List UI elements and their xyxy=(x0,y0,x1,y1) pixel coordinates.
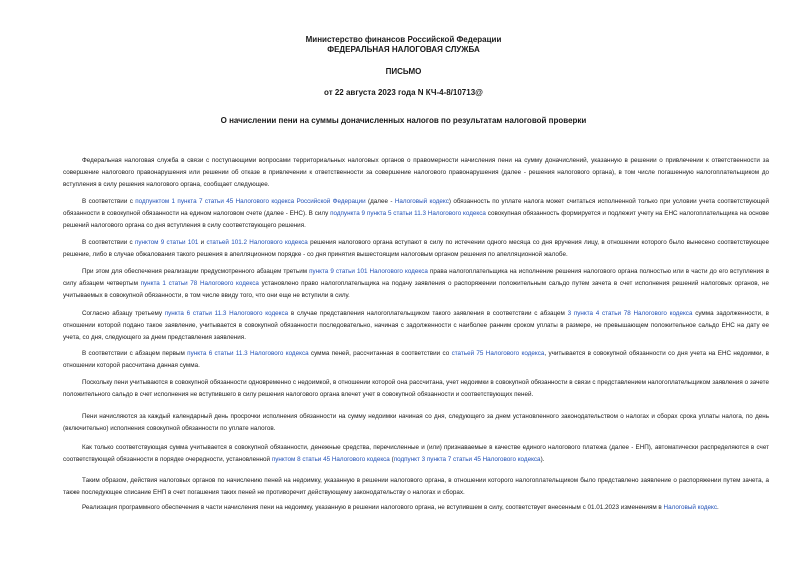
law-reference-link[interactable]: подпункта 9 пункта 5 статьи 11.3 Налогового кодекса xyxy=(330,209,486,217)
law-reference-link[interactable]: Налоговый кодекс xyxy=(663,504,717,511)
law-reference-link[interactable]: статьей 101.2 Налогового кодекса xyxy=(206,239,308,246)
paragraph-text: Согласно абзацу третьему xyxy=(82,310,165,317)
paragraph-text: ) обязанность по уплате налога может считаться исполненной только при условии учета соответствующей обязанности в совокупной обязанности на едином налоговом счете (далее - ЕНС). В силу xyxy=(63,198,770,217)
paragraph-2 xyxy=(63,196,769,231)
paragraph-text: В соответствии с xyxy=(82,198,136,205)
law-reference-link[interactable]: пункта 6 статьи 11.3 Налогового кодекса xyxy=(187,350,309,357)
law-reference-link[interactable]: статьей 75 Налогового кодекса xyxy=(451,350,545,357)
paragraph-text: (далее - xyxy=(365,198,395,205)
paragraph-text: В соответствии с xyxy=(82,239,135,246)
law-reference-link[interactable]: 3 пункта 4 статьи 78 Налогового кодекса xyxy=(567,310,693,317)
law-reference-link[interactable]: пунктом 9 статьи 101 xyxy=(134,239,199,246)
paragraph-text: сумма пеней, рассчитанная в соответствии со xyxy=(308,350,452,357)
paragraph-6 xyxy=(63,348,769,372)
paragraph-8 xyxy=(63,411,769,435)
paragraph-text: ). xyxy=(540,455,545,463)
law-reference-link[interactable]: пунктом 8 статьи 45 Налогового кодекса xyxy=(271,455,390,463)
ministry-name: Министерство финансов Российской Федерации xyxy=(305,35,502,44)
paragraph-10 xyxy=(63,475,769,499)
law-reference-link[interactable]: пункта 6 статьи 11.3 Налогового кодекса xyxy=(164,310,289,317)
paragraph-text: В соответствии с абзацем первым xyxy=(82,350,188,357)
paragraph-11 xyxy=(63,502,769,514)
law-reference-link[interactable]: Налоговый кодекс xyxy=(394,198,449,205)
paragraph-text: Как только соответствующая сумма учитывается в совокупной обязанности, денежные средства, перечисленные и (или) признаваемые в качестве единого налогового платежа (далее - ЕНП), автоматически распределяются в счет соответствующей обязанности в порядке очередности, установленной xyxy=(63,444,769,463)
paragraph-text: Реализация программного обеспечения в части начисления пени на недоимку, указанную в решении налогового органа, не вступившем в силу, соответствует внесенным с 01.01.2023 изменениям в xyxy=(82,504,664,511)
law-reference-link[interactable]: подпункт 3 пункта 7 статьи 45 Налогового кодекса xyxy=(393,455,541,463)
document-date-number: от 22 августа 2023 года N КЧ-4-8/10713@ xyxy=(324,88,483,97)
paragraph-text: и xyxy=(198,239,207,246)
paragraph-text: ( xyxy=(389,455,394,463)
paragraph-3 xyxy=(63,237,769,261)
paragraph-7 xyxy=(63,377,769,401)
law-reference-link[interactable]: пункта 9 статьи 101 Налогового кодекса xyxy=(309,268,428,275)
document-subject: О начислении пени на суммы доначисленных налогов по результатам налоговой проверки xyxy=(220,116,587,125)
paragraph-text: . xyxy=(716,504,719,511)
paragraph-text: сумма задолженности, в отношении которой подано такое заявление, учитывается в совокупной обязанности последовательно, начиная с задолженности с наиболее ранним сроком уплаты в размере, не превышающем положительное сальдо ЕНС на дату ее учета, со дня, следующего за днем представления заявления. xyxy=(63,310,769,341)
paragraph-text: Пени начисляются за каждый календарный день просрочки исполнения обязанности на сумму недоимки начиная со дня, следующего за днем установленного законодательством о налогах и сборах срока уплаты налога, по день (включительно) исполнения совокупной обязанности по уплате налогов. xyxy=(63,413,769,432)
paragraph-9 xyxy=(63,442,769,466)
paragraph-text: в случае представления налогоплательщиком такого заявления в соответствии с абзацем xyxy=(288,310,568,317)
paragraph-text: Таким образом, действия налоговых органов по начислению пеней на недоимку, указанную в решении налогового органа, в отношении которого налогоплательщиком было представлено заявление о распоряжении путем зачета, а также последующее списание ЕНП в счет погашения таких пеней не противоречит действующему законодательству о налогах и сборах. xyxy=(63,477,769,496)
paragraph-text: права налогоплательщика на исполнение решения налогового органа полностью или в части до его вступления в силу абзацем четвертым xyxy=(63,268,769,287)
paragraph-text: При этом для обеспечения реализации предусмотренного абзацем третьим xyxy=(82,268,310,275)
paragraph-text: Федеральная налоговая служба в связи с поступающими вопросами территориальных налоговых органов о правомерности начисления пени на сумму доначислений, указанную в решении о привлечении к ответственности за совершение налогового правонарушения или решении об отказе в привлечении к ответственности за совершение налогового правонарушения (далее - решения налогового органа), в том числе погашенную налогоплательщиком до вступления в силу решения налогового органа, сообщает следующее. xyxy=(63,157,769,188)
paragraph-4 xyxy=(63,266,769,301)
service-name: ФЕДЕРАЛЬНАЯ НАЛОГОВАЯ СЛУЖБА xyxy=(327,45,480,54)
paragraph-text: Поскольку пени учитываются в совокупной обязанности одновременно с недоимкой, в отношении которой она рассчитана, учет недоимки в совокупной обязанности в связи с представлением налогоплательщиком заявления о зачете положительного сальдо в счет исполнения не вступившего в силу решения налогового органа влечет учет в совокупной обязанности и соответствующих пеней. xyxy=(63,379,769,398)
paragraph-5 xyxy=(63,308,769,343)
law-reference-link[interactable]: пункта 1 статьи 78 Налогового кодекса xyxy=(140,279,259,287)
paragraph-text: совокупная обязанность формируется и подлежит учету на ЕНС налогоплательщика на основе решений налогового органа со дня вступления в силу соответствующего решения. xyxy=(63,209,769,229)
paragraph-text: , учитывается в совокупной обязанности со дня учета на ЕНС недоимки, в отношении которой рассчитана данная сумма. xyxy=(63,350,769,369)
law-reference-link[interactable]: подпунктом 1 пункта 7 статьи 45 Налогового кодекса Российской Федерации xyxy=(135,198,366,205)
paragraph-text: решения налогового органа вступают в силу по истечении одного месяца со дня вручения лицу, в отношении которого было вынесено соответствующее решение, либо в случае обжалования такого решения в апелляционном порядке - со дня принятия вышестоящим налоговым органом решения по апелляционной жалобе. xyxy=(63,239,769,258)
paragraph-1 xyxy=(63,155,769,190)
paragraph-text: установлено право налогоплательщика на подачу заявления о распоряжении положительным сальдо путем зачета в счет исполнения решений налоговых органов, не учитываемых в совокупной обязанности, в том числе ввиду того, что они еще не вступили в силу. xyxy=(63,279,769,299)
document-type: ПИСЬМО xyxy=(385,67,422,76)
